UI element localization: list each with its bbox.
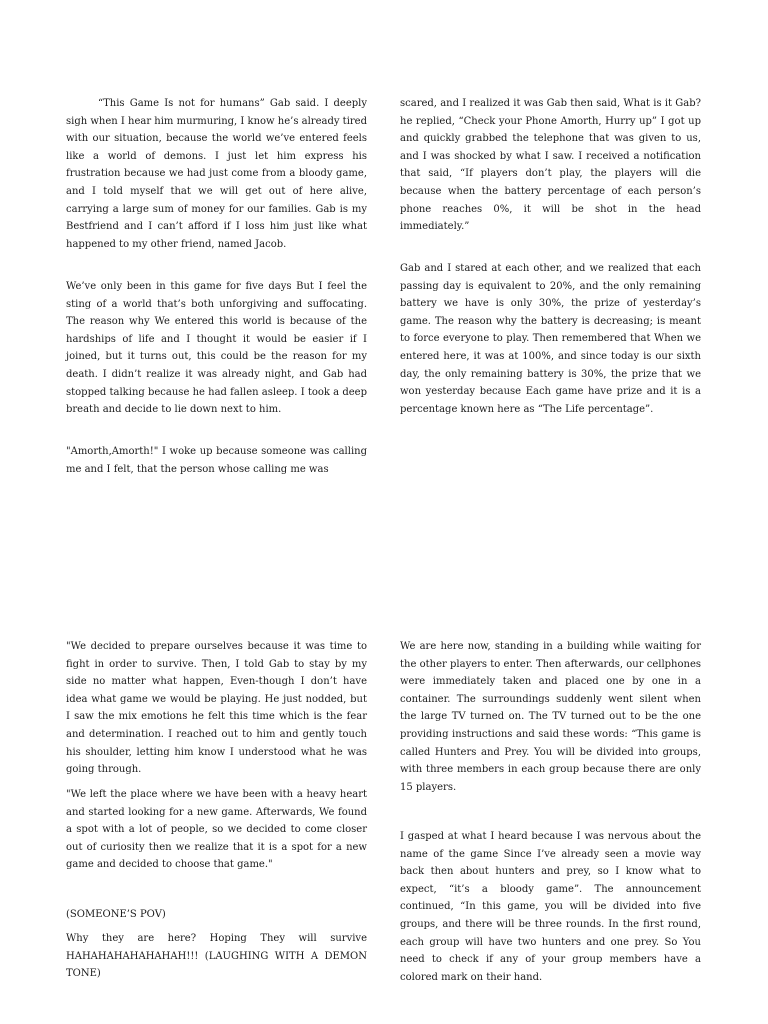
paragraph-building [400, 638, 701, 796]
paragraph-text: I gasped at what I heard because I was nervous about the name of the game Since I’ve already seen a movie way back then about hunters and prey, so I know what to expect, “it’s a bloody game”. The announcement continued, “In this game, you will be divided into five groups, and there will be three rounds. In the first round, each group will have two hunters and one prey. So You need to check if any of your group members have a colored mark on their hand. [400, 831, 701, 983]
paragraph-text: We’ve only been in this game for five days But I feel the sting of a world that’s both unforgiving and suffocating. The reason why We entered this world is because of the hardships of life and I thought it would be easier if I joined, but it turns out, this could be the reason for my death. I didn’t realize it was already night, and Gab had stopped talking because he had fallen asleep. I took a deep breath and decide to lie down next to him. [66, 281, 367, 416]
paragraph-text: Why they are here? Hoping They will survive HAHAHAHAHAHAHAH!!! (LAUGHING WITH A DEMON TONE) [66, 933, 367, 980]
paragraph-demon-laugh [66, 930, 367, 983]
paragraph-text: Gab and I stared at each other, and we realized that each passing day is equivalent to 20%, and the only remaining battery we have is only 30%, the prize of yesterday’s game. The reason why the battery is decreasing; is meant to force everyone to play. Then remembered that When we entered here, it was at 100%, and since today is our sixth day, the only remaining battery is 30%, the prize that we won yesterday because Each game have prize and it is a percentage known here as “The Life percentage”. [400, 263, 701, 415]
paragraph-phone-notification [400, 95, 701, 236]
paragraph-prepare [66, 638, 367, 779]
paragraph-hunters-prey [400, 828, 701, 986]
paragraph-five-days [66, 278, 367, 419]
paragraph-gab-frustration [66, 95, 367, 253]
paragraph-text: We are here now, standing in a building while waiting for the other players to enter. Then afterwards, our cellphones were immediately taken and placed one by one in a container. The surroundings suddenly went silent when the large TV turned on. The TV turned out to be the one providing instructions and said these words: “This game is called Hunters and Prey. You will be divided into groups, with three members in each group because there are only 15 players. [400, 641, 701, 793]
paragraph-woke-up [66, 443, 367, 478]
paragraph-text: "We left the place where we have been with a heavy heart and started looking for a new game. Afterwards, We found a spot with a lot of people, so we decided to come closer out of curiosity then we realize that it is a spot for a new game and decided to choose that game." [66, 789, 367, 871]
pov-heading [66, 906, 367, 924]
paragraph-new-game [66, 786, 367, 874]
paragraph-text: “This Game Is not for humans” Gab said. I deeply sigh when I hear him murmuring, I know he’s already tired with our situation, because the world we’ve entered feels like a world of demons. I just let him express his frustration because we had just come from a bloody game, and I told myself that we will get out of here alive, carrying a large sum of money for our families. Gab is my Bestfriend and I can’t afford if I loss him just like what happened to my other friend, named Jacob. [66, 98, 368, 250]
paragraph-text: "We decided to prepare ourselves because it was time to fight in order to survive. Then, I told Gab to stay by my side no matter what happen, Even-though I don’t have idea what game we would be playing. He just nodded, but I saw the mix emotions he felt this time which is the fear and determination. I reached out to him and gently touch his shoulder, letting him know I understood what he was going through. [66, 641, 367, 776]
paragraph-text: scared, and I realized it was Gab then said, What is it Gab? he replied, “Check your Phone Amorth, Hurry up” I got up and quickly grabbed the telephone that was given to us, and I was shocked by what I saw. I received a notification that said, “If players don’t play, the players will die because when the battery percentage of each person’s phone reaches 0%, it will be shot in the head immediately.” [400, 98, 701, 233]
paragraph-battery-percentage [400, 260, 701, 418]
paragraph-text: "Amorth,Amorth!" I woke up because someone was calling me and I felt, that the person whose calling me was [66, 446, 367, 475]
paragraph-text: (SOMEONE’S POV) [66, 909, 166, 920]
